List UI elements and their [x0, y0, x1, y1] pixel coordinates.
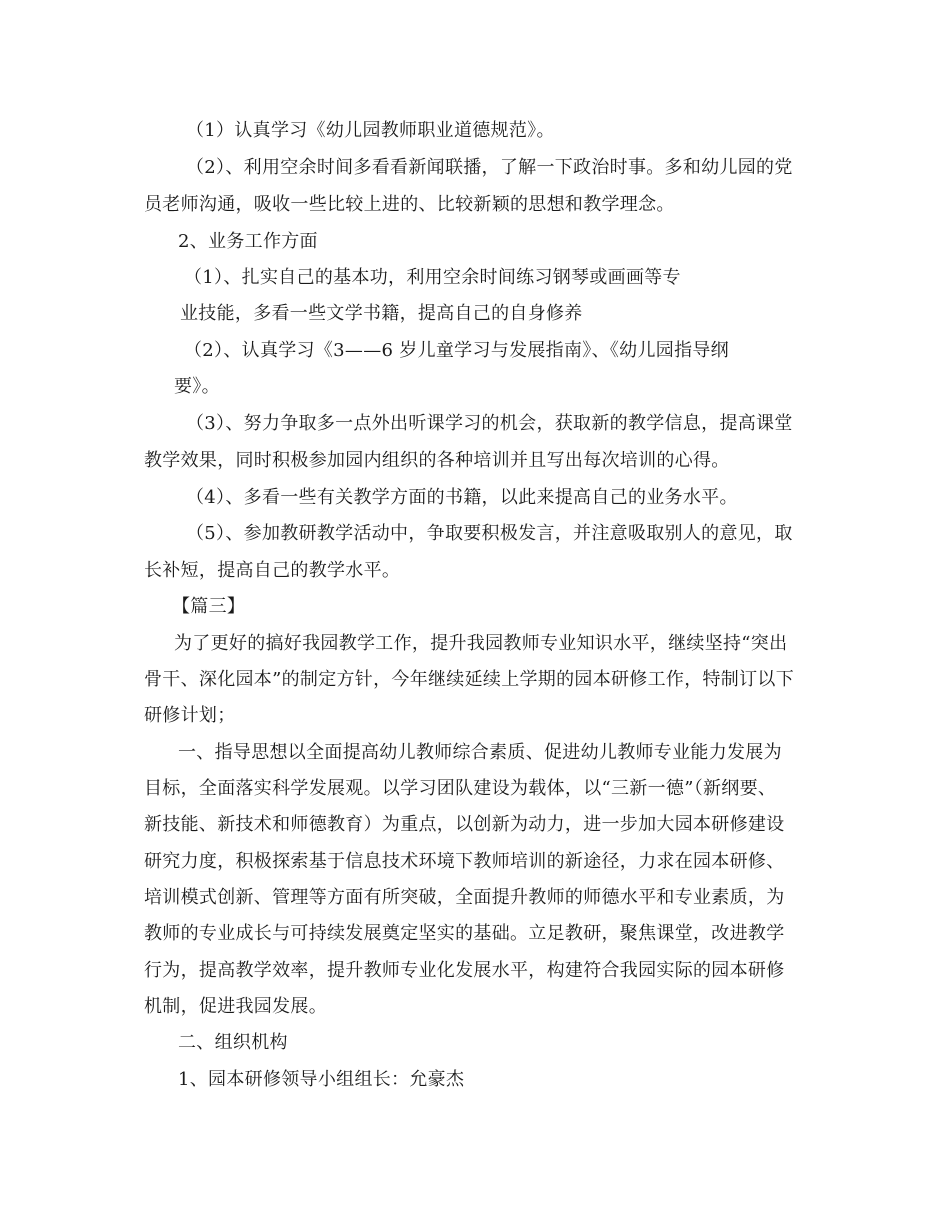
text-line: （4）、多看一些有关教学方面的书籍，以此来提高自己的业务水平。	[186, 487, 738, 508]
text-line: 员老师沟通，吸收一些比较上进的、比较新颖的思想和教学理念。	[144, 194, 675, 215]
text-line: 1、园本研修领导小组组长：允豪杰	[178, 1069, 465, 1090]
text-line: （1）认真学习《幼儿园教师职业道德规范》。	[186, 120, 555, 141]
text-line: 研修计划；	[144, 705, 236, 726]
section-heading: 【篇三】	[172, 596, 246, 617]
text-line: 要》。	[174, 376, 220, 397]
section-heading: 二、组织机构	[178, 1032, 288, 1053]
text-line: （2）、认真学习《3——6 岁儿童学习与发展指南》、《幼儿园指导纲	[184, 340, 729, 361]
text-line: 骨干、深化园本”的制定方针，今年继续延续上学期的园本研修工作，特制订以下	[144, 669, 794, 690]
text-line: （5）、参加教研教学活动中，争取要积极发言，并注意吸取别人的意见，取	[186, 523, 793, 544]
text-line: 培训模式创新、管理等方面有所突破，全面提升教师的师德水平和专业素质，为	[144, 887, 785, 908]
text-line: 一、指导思想以全面提高幼儿教师综合素质、促进幼儿教师专业能力发展为	[178, 742, 782, 763]
text-line: 机制，促进我园发展。	[144, 996, 327, 1017]
text-line: 行为，提高教学效率，提升教师专业化发展水平，构建符合我园实际的园本研修	[144, 960, 785, 981]
text-line: 2、业务工作方面	[178, 231, 318, 252]
text-line: （1）、扎实自己的基本功，利用空余时间练习钢琴或画画等专	[184, 267, 681, 288]
text-line: 业技能，多看一些文学书籍，提高自己的自身修养	[180, 303, 583, 324]
text-line: 教学效果，同时积极参加园内组织的各种培训并且写出每次培训的心得。	[144, 450, 730, 471]
text-line: （3）、努力争取多一点外出听课学习的机会，获取新的教学信息，提高课堂	[186, 413, 793, 434]
text-line: 目标，全面落实科学发展观。以学习团队建设为载体，以“三新一德”（新纲要、	[144, 778, 777, 799]
text-line: 教师的专业成长与可持续发展奠定坚实的基础。立足教研，聚焦课堂，改进教学	[144, 923, 785, 944]
text-line: 为了更好的搞好我园教学工作，提升我园教师专业知识水平，继续坚持“突出	[174, 633, 788, 654]
text-line: 长补短，提高自己的教学水平。	[144, 560, 401, 581]
text-line: 研究力度，积极探索基于信息技术环境下教师培训的新途径，力求在园本研修、	[144, 851, 785, 872]
text-line: （2）、利用空余时间多看看新闻联播，了解一下政治时事。多和幼儿园的党	[186, 157, 793, 178]
text-line: 新技能、新技术和师德教育）为重点，以创新为动力，进一步加大园本研修建设	[144, 814, 785, 835]
